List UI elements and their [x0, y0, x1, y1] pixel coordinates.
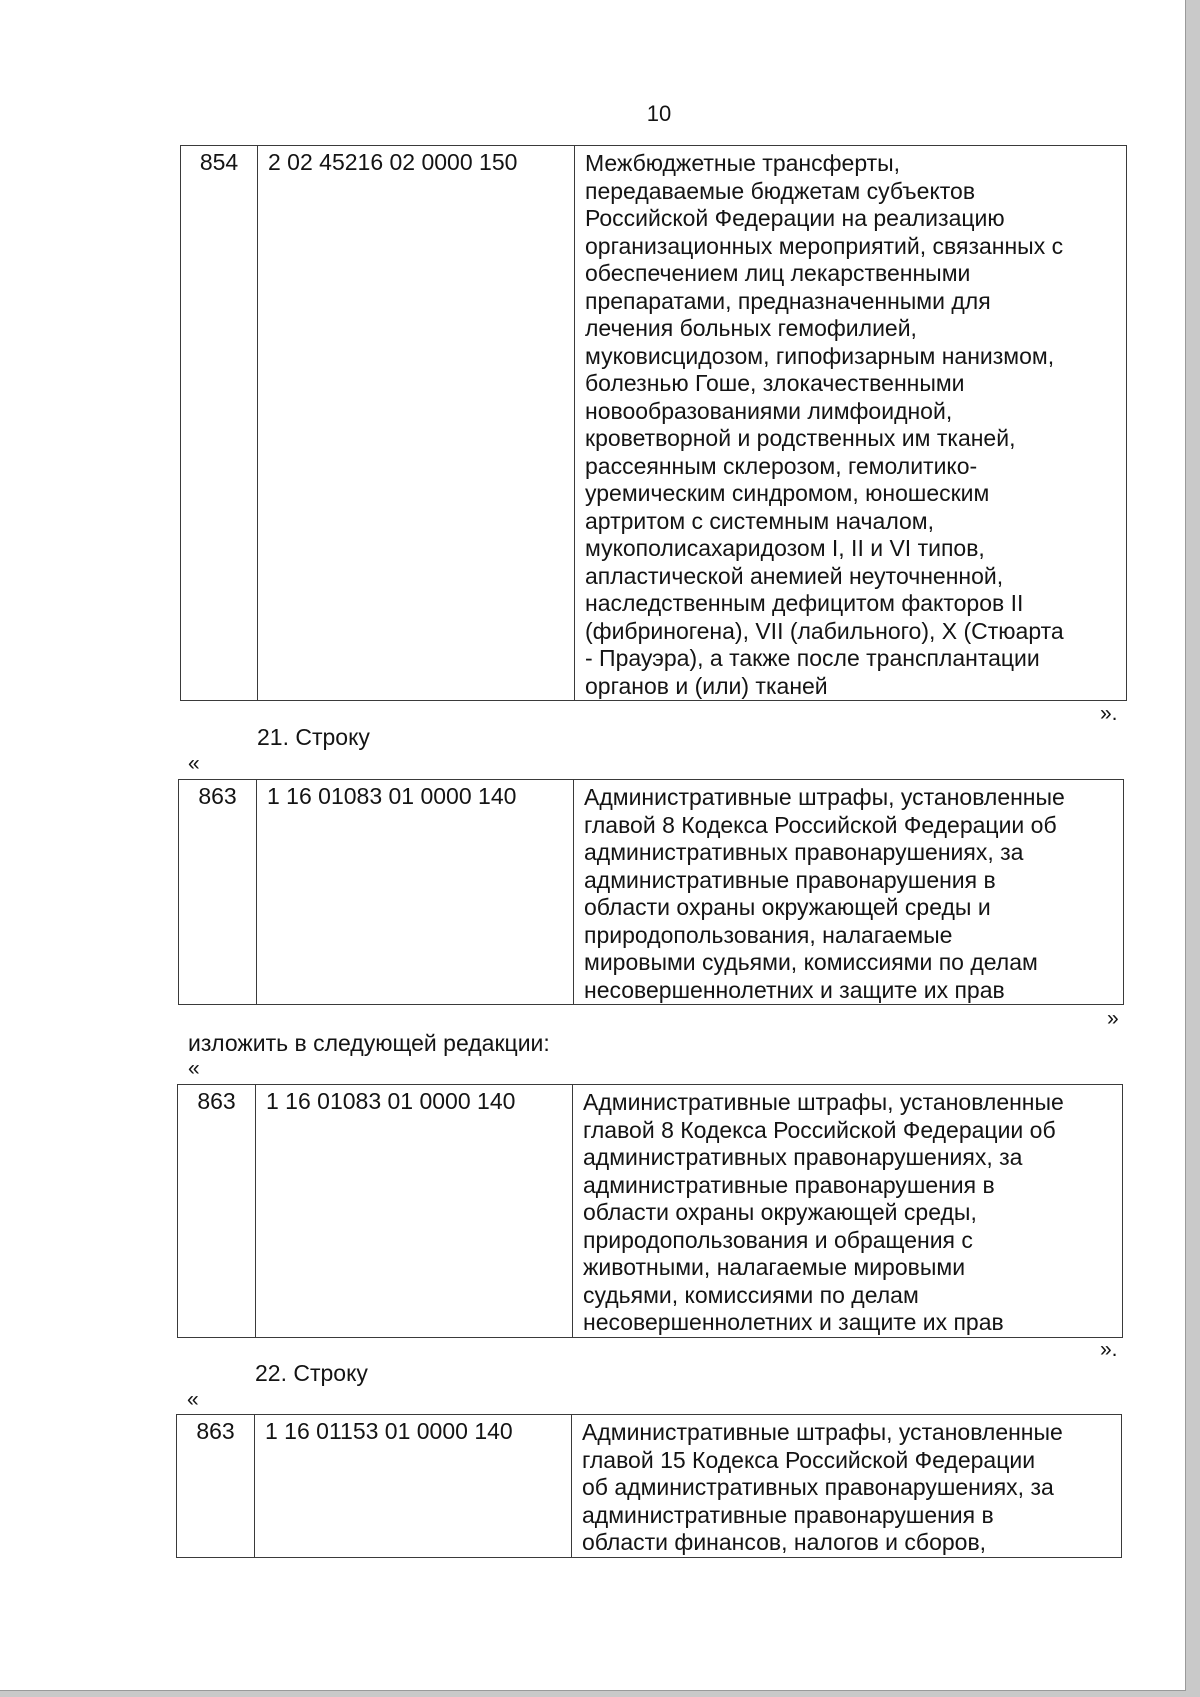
admin-code-cell: 863 — [179, 780, 257, 1005]
desc-line: организационных мероприятий, связанных с — [585, 232, 1064, 259]
desc-line: несовершеннолетних и защите их прав — [583, 1309, 1004, 1335]
table-row — [179, 780, 1124, 1005]
closing-quote: » — [1107, 1007, 1119, 1030]
admin-code-cell: 863 — [177, 1415, 255, 1558]
table-row — [177, 1415, 1122, 1558]
desc-line: уремическим синдромом, юношеским — [585, 480, 990, 506]
description-cell — [574, 780, 1124, 1005]
budget-table-863-item22 — [176, 1414, 1122, 1558]
closing-quote: ». — [1100, 702, 1118, 725]
desc-line: муковисцидозом, гипофизарным нанизмом, — [585, 342, 1055, 369]
kbk-code-cell: 1 16 01083 01 0000 140 — [256, 1085, 573, 1338]
desc-line: кроветворной и родственных им тканей, — [585, 425, 1016, 451]
desc-line: области финансов, налогов и сборов, — [582, 1529, 987, 1555]
budget-table-854 — [180, 145, 1127, 701]
desc-line: Межбюджетные трансферты, — [585, 150, 901, 176]
desc-line: административные правонарушения в — [582, 1501, 994, 1528]
closing-quote: ». — [1100, 1338, 1118, 1361]
desc-line: мировыми судьями, комиссиями по делам — [584, 949, 1038, 975]
desc-line: Административные штрафы, установленные — [583, 1089, 1064, 1115]
description-cell — [572, 1415, 1122, 1558]
desc-line: судьями, комиссиями по делам — [583, 1281, 919, 1308]
desc-line: мукополисахаридозом I, II и VI типов, — [585, 535, 985, 561]
desc-line: наследственным дефицитом факторов II — [585, 590, 1024, 616]
desc-line: административных правонарушениях, за — [583, 1144, 1023, 1170]
opening-quote: « — [188, 1057, 200, 1080]
kbk-code-cell: 1 16 01153 01 0000 140 — [255, 1415, 572, 1558]
desc-line: - Прауэра), а также после трансплантации — [585, 645, 1040, 671]
admin-code-cell: 854 — [181, 146, 258, 701]
kbk-code-cell: 2 02 45216 02 0000 150 — [258, 146, 575, 701]
desc-line: лечения больных гемофилией, — [585, 315, 917, 341]
desc-line: области охраны окружающей среды, — [583, 1199, 977, 1225]
desc-line: (фибриногена), VII (лабильного), X (Стюарта — [585, 617, 1064, 644]
desc-line: органов и (или) тканей — [585, 672, 828, 699]
desc-line: обеспечением лиц лекарственными — [585, 260, 971, 286]
opening-quote: « — [188, 752, 200, 775]
item-22-heading: 22. Строку — [255, 1360, 368, 1386]
desc-line: об административных правонарушениях, за — [582, 1474, 1054, 1500]
desc-line: административные правонарушения в — [584, 866, 996, 893]
desc-line: артритом с системным началом, — [585, 507, 935, 534]
desc-line: административные правонарушения в — [583, 1171, 995, 1198]
desc-line: новообразованиями лимфоидной, — [585, 397, 953, 424]
desc-line: рассеянным склерозом, гемолитико- — [585, 452, 978, 479]
admin-code-cell: 863 — [178, 1085, 256, 1338]
table-row — [181, 146, 1127, 701]
desc-line: области охраны окружающей среды и — [584, 894, 991, 920]
desc-line: апластической анемией неуточненной, — [585, 562, 1004, 589]
description-cell — [573, 1085, 1123, 1338]
budget-table-863-new — [177, 1084, 1123, 1338]
opening-quote: « — [187, 1388, 199, 1411]
desc-line: Административные штрафы, установленные — [582, 1419, 1063, 1445]
budget-table-863-old — [178, 779, 1124, 1005]
desc-line: передаваемые бюджетам субъектов — [585, 177, 976, 204]
kbk-code-cell: 1 16 01083 01 0000 140 — [257, 780, 574, 1005]
desc-line: природопользования, налагаемые — [584, 921, 953, 948]
desc-line: природопользования и обращения с — [583, 1226, 973, 1253]
desc-line: несовершеннолетних и защите их прав — [584, 976, 1005, 1003]
desc-line: главой 15 Кодекса Российской Федерации — [582, 1446, 1036, 1473]
desc-line: болезнью Гоше, злокачественными — [585, 370, 965, 396]
desc-line: административных правонарушениях, за — [584, 839, 1024, 865]
description-cell — [575, 146, 1127, 701]
desc-line: животными, налагаемые мировыми — [583, 1254, 966, 1280]
desc-line: Административные штрафы, установленные — [584, 784, 1065, 810]
desc-line: главой 8 Кодекса Российской Федерации об — [583, 1116, 1056, 1143]
desc-line: препаратами, предназначенными для — [585, 287, 991, 314]
desc-line: главой 8 Кодекса Российской Федерации об — [584, 811, 1057, 838]
desc-line: Российской Федерации на реализацию — [585, 205, 1005, 231]
table-row — [178, 1085, 1123, 1338]
item-21-heading: 21. Строку — [257, 724, 370, 750]
page-number: 10 — [646, 101, 672, 126]
edit-instruction: изложить в следующей редакции: — [188, 1030, 550, 1056]
